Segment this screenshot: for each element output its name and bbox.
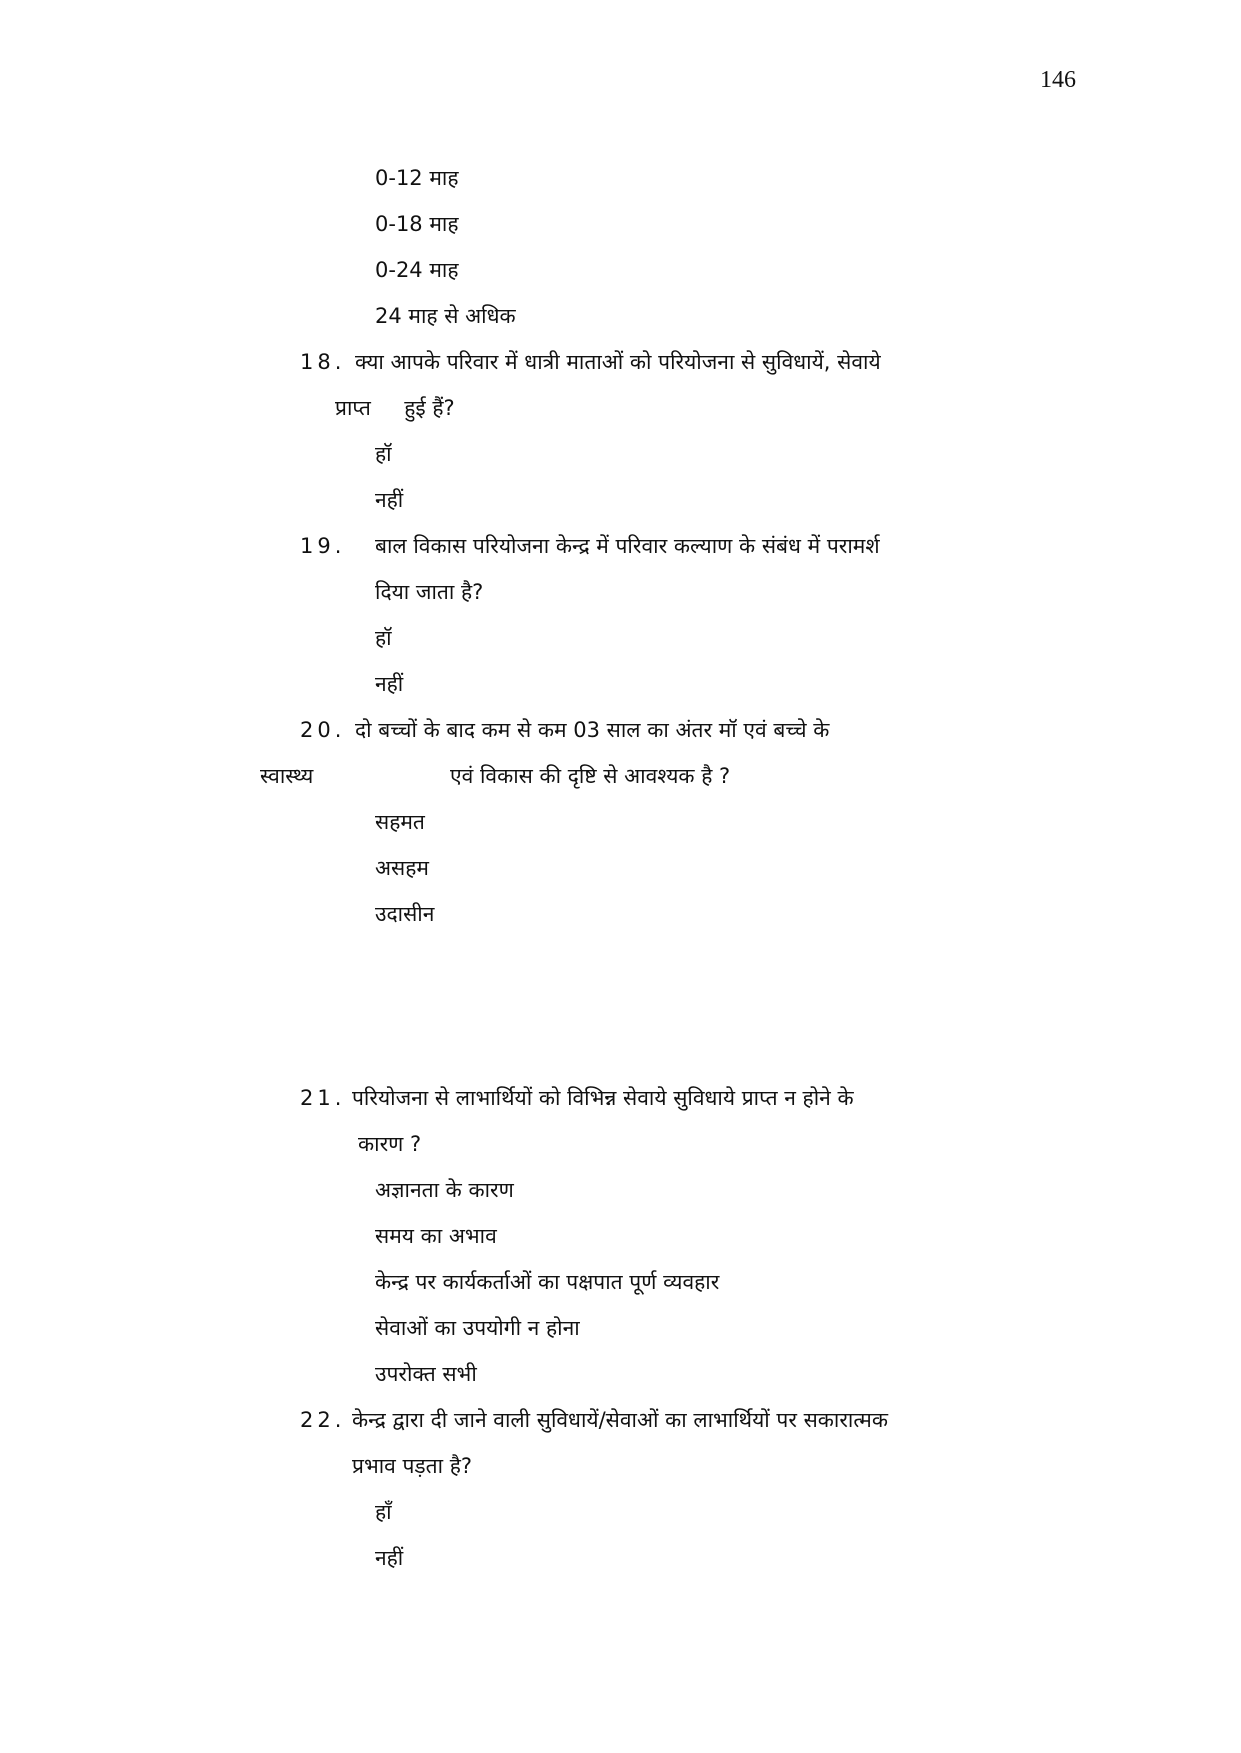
question-number: 20. <box>300 718 346 742</box>
option: असहम <box>375 856 429 880</box>
option: हाँ <box>375 1500 392 1524</box>
question-text-cont: प्रभाव पड़ता है? <box>352 1454 473 1478</box>
option: 0-24 माह <box>375 258 459 282</box>
option: 0-18 माह <box>375 212 459 236</box>
question-text: बाल विकास परियोजना केन्द्र में परिवार कल्याण के संबंध में परामर्श <box>375 534 880 558</box>
option: हॉ <box>375 626 392 650</box>
option: 0-12 माह <box>375 166 459 190</box>
question-text-lead: स्वास्थ्य <box>260 764 314 788</box>
option: नहीं <box>375 1546 404 1570</box>
option: हॉ <box>375 442 392 466</box>
question-number: 19. <box>300 534 346 558</box>
option: उपरोक्त सभी <box>375 1362 477 1386</box>
option: उदासीन <box>375 902 435 926</box>
question-text-cont: कारण ? <box>358 1132 422 1156</box>
question-text-cont: प्राप्त हुई हैं? <box>335 396 455 420</box>
page-number: 146 <box>1040 67 1076 93</box>
option: सहमत <box>375 810 425 834</box>
question-text-cont: एवं विकास की दृष्टि से आवश्यक है ? <box>450 764 731 788</box>
option: 24 माह से अधिक <box>375 304 516 328</box>
option: केन्द्र पर कार्यकर्ताओं का पक्षपात पूर्ण व्यवहार <box>375 1270 720 1294</box>
question-text: दो बच्चों के बाद कम से कम 03 साल का अंतर मॉ एवं बच्चे के <box>355 718 830 742</box>
question-text: क्या आपके परिवार में धात्री माताओं को परियोजना से सुविधायें, सेवाये <box>355 350 881 374</box>
option: समय का अभाव <box>375 1224 497 1248</box>
question-number: 22. <box>300 1408 346 1432</box>
option: सेवाओं का उपयोगी न होना <box>375 1316 580 1340</box>
question-text-cont: दिया जाता है? <box>375 580 484 604</box>
question-number: 21. <box>300 1086 346 1110</box>
question-number: 18. <box>300 350 346 374</box>
option: नहीं <box>375 672 404 696</box>
option: अज्ञानता के कारण <box>375 1178 514 1202</box>
question-text: केन्द्र द्वारा दी जाने वाली सुविधायें/सेवाओं का लाभार्थियों पर सकारात्मक <box>352 1408 888 1432</box>
question-text: परियोजना से लाभार्थियों को विभिन्न सेवाये सुविधाये प्राप्त न होने के <box>352 1086 854 1110</box>
option: नहीं <box>375 488 404 512</box>
